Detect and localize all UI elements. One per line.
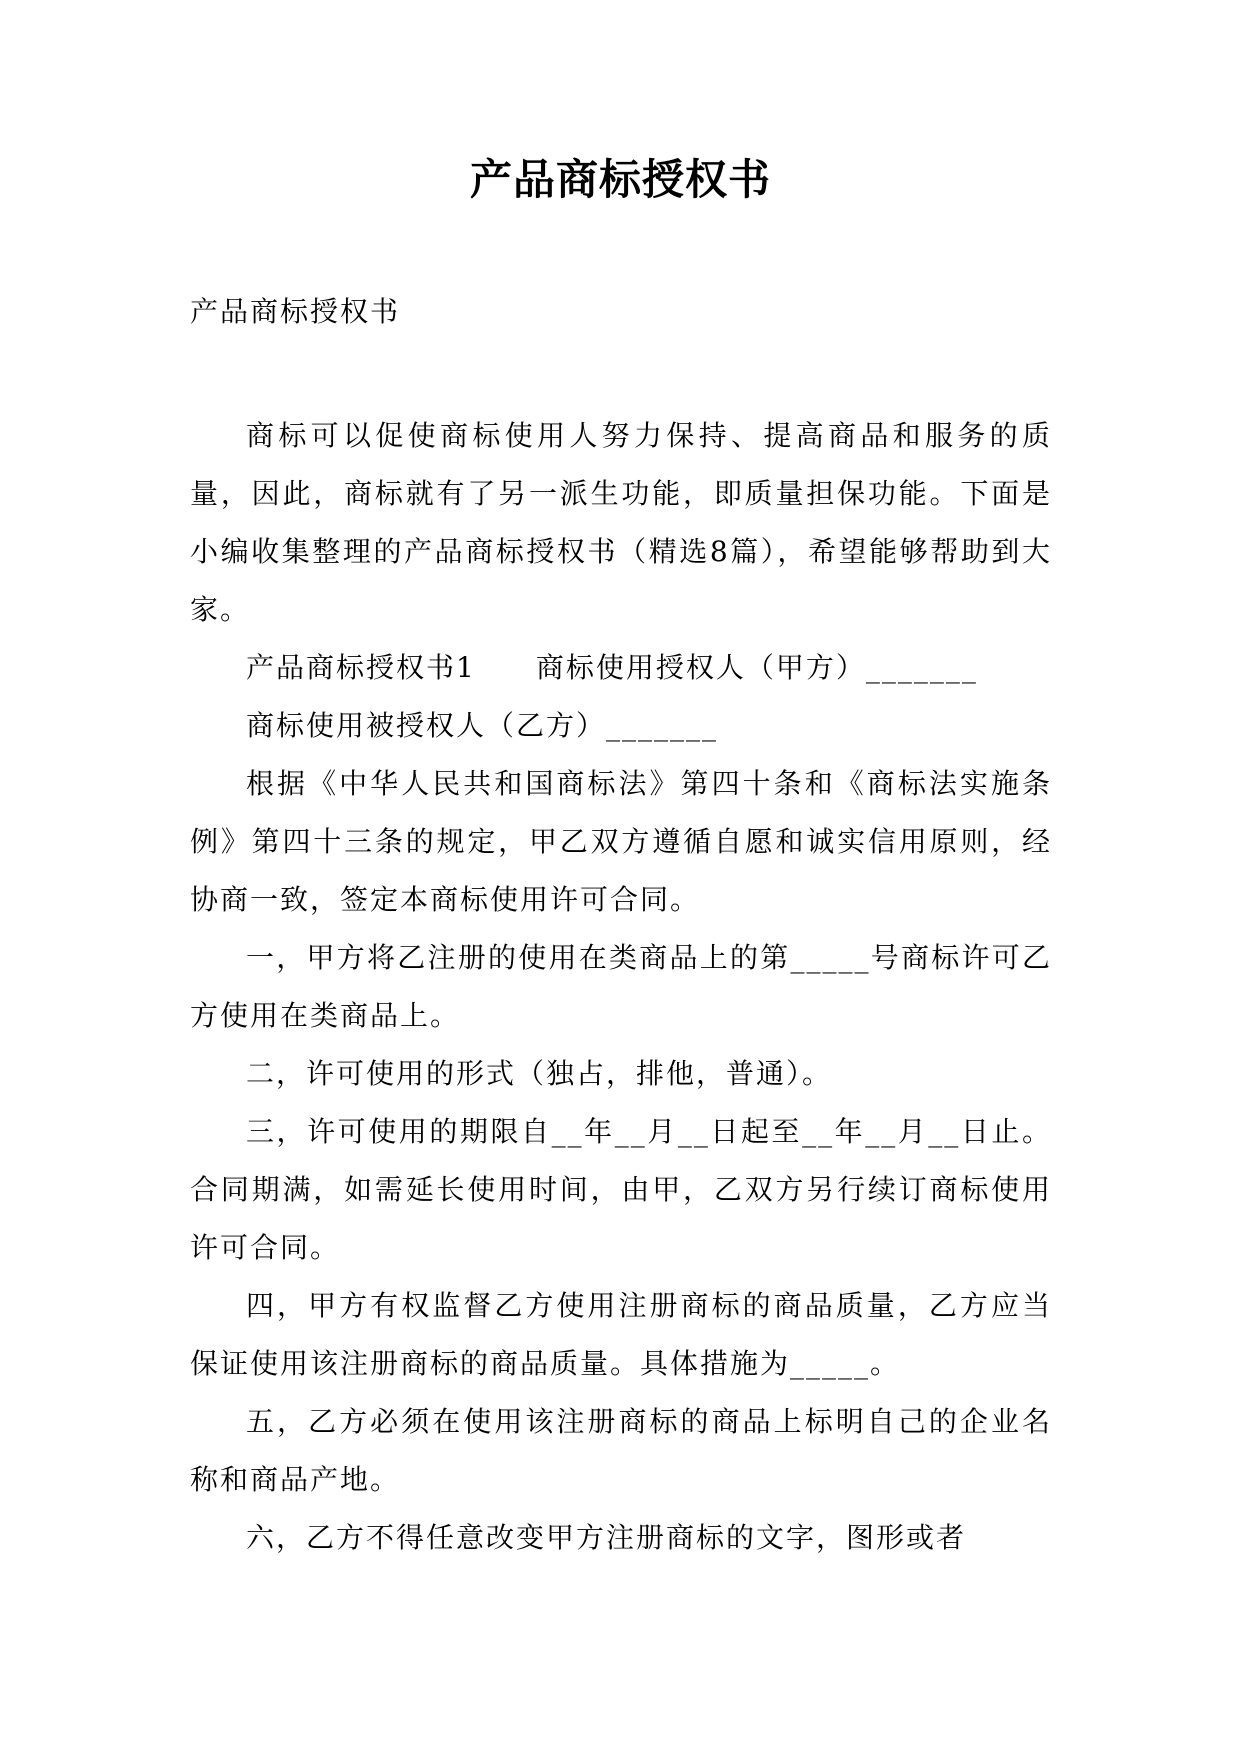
paragraph-clause-3: 三，许可使用的期限自__年__月__日起至__年__月__日止。合同期满，如需延长使用时间，由甲，乙双方另行续订商标使用许可合同。 — [190, 1115, 1052, 1264]
paragraph-licensee: 商标使用被授权人（乙方）_______ — [246, 709, 719, 742]
paragraph-intro: 商标可以促使商标使用人努力保持、提高商品和服务的质量，因此，商标就有了另一派生功能，即质量担保功能。下面是小编收集整理的产品商标授权书（精选8篇），希望能够帮助到大家。 — [190, 419, 1052, 626]
paragraph-legal-basis: 根据《中华人民共和国商标法》第四十条和《商标法实施条例》第四十三条的规定，甲乙双方遵循自愿和诚实信用原则，经协商一致，签定本商标使用许可合同。 — [190, 767, 1052, 916]
paragraph-clause-1: 一，甲方将乙注册的使用在类商品上的第_____号商标许可乙方使用在类商品上。 — [190, 941, 1052, 1032]
paragraph-clause-5: 五，乙方必须在使用该注册商标的商品上标明自己的企业名称和商品产地。 — [190, 1405, 1052, 1496]
paragraph-clause-2: 二，许可使用的形式（独占，排他，普通）。 — [246, 1057, 833, 1090]
document-body — [190, 407, 1052, 1567]
paragraph-clause-4: 四，甲方有权监督乙方使用注册商标的商品质量，乙方应当保证使用该注册商标的商品质量。具体措施为_____。 — [190, 1289, 1052, 1380]
paragraph-licensor: 产品商标授权书1 商标使用授权人（甲方）_______ — [246, 651, 978, 684]
paragraph-clause-6: 六，乙方不得任意改变甲方注册商标的文字，图形或者 — [246, 1521, 967, 1554]
document-subtitle: 产品商标授权书 — [190, 295, 401, 328]
document-title: 产品商标授权书 — [469, 155, 771, 204]
